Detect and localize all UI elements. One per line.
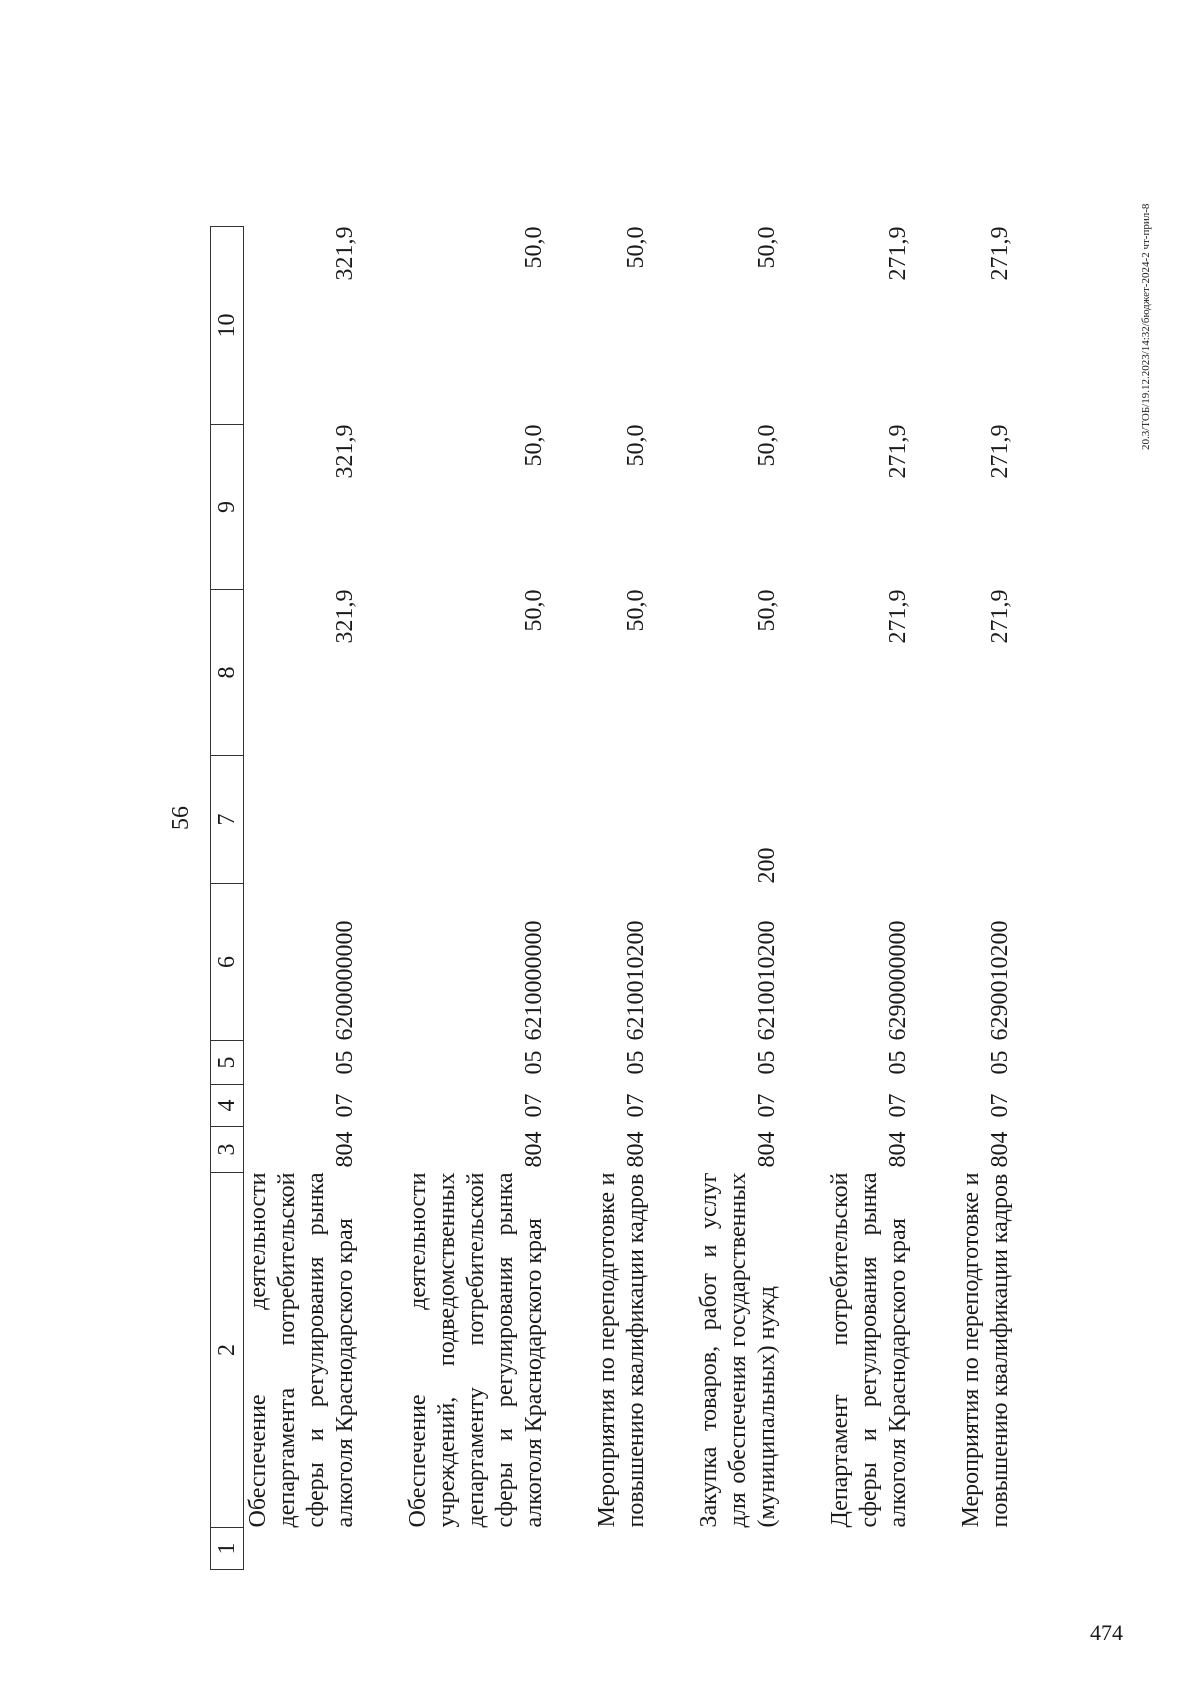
cell-amount-9: 50,0 (754, 424, 780, 467)
cell-amount-10: 50,0 (623, 226, 649, 269)
cell-subsection: 05 (623, 1050, 649, 1075)
cell-section: 07 (987, 1093, 1013, 1118)
cell-amount-10: 50,0 (754, 226, 780, 269)
col-header-5: 5 (211, 1041, 244, 1085)
cell-section: 07 (332, 1093, 358, 1118)
cell-admin-code: 804 (623, 1131, 649, 1168)
sheet-number: 474 (1090, 1620, 1123, 1645)
table-row (826, 227, 921, 1570)
cell-section: 07 (754, 1093, 780, 1118)
cell-admin-code: 804 (885, 1131, 911, 1168)
cell-amount-10: 321,9 (332, 226, 358, 281)
cell-amount-9: 321,9 (332, 424, 358, 479)
col-header-1: 1 (211, 1528, 244, 1570)
cell-target-article: 6290000000 (885, 920, 911, 1041)
cell-target-article: 6210010200 (754, 920, 780, 1041)
cell-expense-type (957, 756, 1023, 884)
table-row (593, 227, 659, 1570)
cell-section: 07 (623, 1093, 649, 1118)
cell-expense-type: 200 (754, 847, 780, 884)
cell-expense-type (404, 756, 557, 884)
row-description: Обеспечение деятельности департамента потребительской сферы и регулирования рынка алкоголя Краснодарского края (245, 1172, 358, 1528)
budget-table (210, 226, 1023, 1570)
cell-target-article: 6290010200 (987, 920, 1013, 1041)
cell-amount-9: 271,9 (885, 424, 911, 479)
cell-amount-10: 271,9 (885, 226, 911, 281)
cell-expense-type (826, 756, 921, 884)
page-number: 56 (168, 806, 194, 830)
cell-expense-type (244, 756, 369, 884)
cell-target-article: 6210010200 (623, 920, 649, 1041)
col-header-10: 10 (211, 227, 244, 425)
table-row (695, 227, 790, 1570)
cell-amount-8: 271,9 (987, 589, 1013, 644)
col-header-7: 7 (211, 756, 244, 884)
col-header-8: 8 (211, 590, 244, 756)
table-row (404, 227, 557, 1570)
cell-subsection: 05 (332, 1050, 358, 1075)
col-header-2: 2 (211, 1173, 244, 1528)
cell-admin-code: 804 (754, 1131, 780, 1168)
cell-amount-8: 50,0 (754, 589, 780, 632)
row-description: Департамент потребительской сферы и регулирования рынка алкоголя Краснодарского края (827, 1172, 911, 1528)
cell-amount-10: 50,0 (521, 226, 547, 269)
table-row (244, 227, 369, 1570)
header-row (211, 227, 244, 1570)
table-row (957, 227, 1023, 1570)
col-header-9: 9 (211, 425, 244, 590)
row-description: Закупка товаров, работ и услуг для обеспечения государственных (муниципальных) нужд (696, 1172, 780, 1528)
cell-amount-9: 50,0 (623, 424, 649, 467)
col-header-4: 4 (211, 1085, 244, 1127)
rotated-page (130, 70, 1152, 1570)
cell-amount-10: 271,9 (987, 226, 1013, 281)
cell-section: 07 (885, 1093, 911, 1118)
cell-amount-8: 321,9 (332, 589, 358, 644)
cell-subsection: 05 (754, 1050, 780, 1075)
cell-expense-type (593, 756, 659, 884)
cell-admin-code: 804 (332, 1131, 358, 1168)
cell-amount-9: 271,9 (987, 424, 1013, 479)
cell-amount-8: 50,0 (521, 589, 547, 632)
cell-section: 07 (521, 1093, 547, 1118)
col-header-6: 6 (211, 884, 244, 1041)
cell-amount-9: 50,0 (521, 424, 547, 467)
col-header-3: 3 (211, 1127, 244, 1173)
row-description: Обеспечение деятельности учреждений, подведомственных департаменту потребительской сферы и регулирования рынка алкоголя Краснодарского края (405, 1172, 547, 1528)
cell-amount-8: 271,9 (885, 589, 911, 644)
cell-subsection: 05 (987, 1050, 1013, 1075)
cell-subsection: 05 (521, 1050, 547, 1075)
cell-subsection: 05 (885, 1050, 911, 1075)
cell-target-article: 6200000000 (332, 920, 358, 1041)
cell-target-article: 6210000000 (521, 920, 547, 1041)
cell-amount-8: 50,0 (623, 589, 649, 632)
cell-admin-code: 804 (521, 1131, 547, 1168)
cell-admin-code: 804 (987, 1131, 1013, 1168)
document-reference: 20.3/ТОБ/19.12.2023/14:32/бюджет-2024-2 чт-прил-8 (1140, 203, 1152, 450)
row-description: Мероприятия по переподготовке и повышению квалификации кадров (958, 1172, 1013, 1528)
row-description: Мероприятия по переподготовке и повышению квалификации кадров (594, 1172, 649, 1528)
